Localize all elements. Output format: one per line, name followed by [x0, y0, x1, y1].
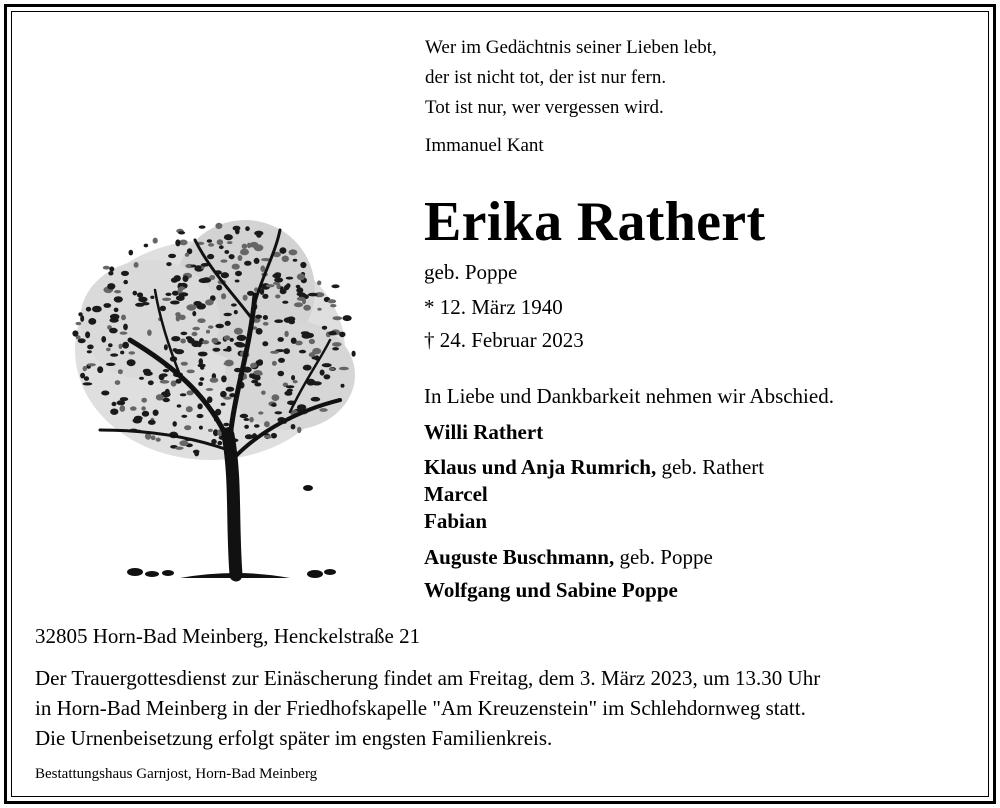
leaf: [300, 262, 306, 268]
mourner-wolfgang-sabine: Wolfgang und Sabine Poppe: [424, 578, 678, 602]
leaf: [181, 332, 188, 336]
leaf: [168, 254, 176, 258]
leaf: [165, 293, 171, 296]
tree-ground: [180, 573, 290, 578]
leaf: [244, 425, 249, 429]
leaf: [103, 303, 111, 308]
leaf: [198, 364, 206, 368]
leaf: [172, 291, 179, 296]
leaf: [72, 330, 78, 336]
leaf: [272, 394, 280, 401]
leaf: [256, 328, 263, 335]
leaf: [141, 406, 146, 410]
leaf: [143, 369, 151, 374]
leaf: [134, 262, 139, 268]
leaf: [301, 331, 310, 335]
leaf: [156, 438, 161, 442]
mourner-name: Auguste Buschmann,: [424, 545, 615, 569]
leaf: [302, 298, 306, 304]
leaf: [254, 231, 263, 236]
leaf: [114, 308, 119, 313]
quote-line-1: Wer im Gedächtnis seiner Lieben lebt,: [425, 37, 717, 58]
leaf: [216, 285, 222, 291]
leaf: [110, 314, 120, 320]
leaf: [263, 322, 269, 326]
leaf: [177, 404, 182, 407]
service-line-3: Die Urnenbeisetzung erfolgt später im engsten Familienkreis.: [35, 726, 553, 750]
leaf: [185, 253, 189, 257]
leaf: [264, 421, 270, 427]
leaf: [135, 303, 144, 307]
leaf: [227, 241, 233, 244]
deceased-name: Erika Rathert: [424, 191, 766, 253]
leaf: [244, 418, 250, 421]
leaf: [101, 391, 109, 396]
leaf: [254, 244, 264, 251]
leaf: [245, 434, 253, 439]
leaf: [226, 387, 235, 392]
leaf: [163, 398, 170, 402]
family-address: 32805 Horn-Bad Meinberg, Henckelstraße 21: [35, 624, 421, 648]
leaf: [271, 433, 277, 439]
leaf: [179, 315, 186, 320]
leaf: [180, 339, 186, 344]
leaf: [197, 403, 202, 409]
leaf: [317, 308, 321, 311]
mourner-fabian: Fabian: [424, 509, 488, 533]
leaf: [210, 378, 219, 383]
leaf: [236, 343, 246, 348]
leaf: [275, 294, 280, 298]
leaf: [186, 304, 196, 310]
tree-icon: [60, 200, 370, 590]
leaf: [206, 330, 210, 334]
leaf: [217, 239, 223, 245]
leaf: [312, 381, 322, 385]
leaf: [153, 238, 158, 244]
leaf: [220, 391, 227, 398]
leaf: [328, 331, 336, 335]
leaf: [160, 373, 168, 377]
leaf: [170, 301, 180, 305]
leaf: [260, 265, 265, 272]
leaf: [234, 310, 238, 314]
farewell-text: In Liebe und Dankbarkeit nehmen wir Abschied.: [424, 384, 834, 408]
leaf: [352, 351, 356, 357]
leaf: [247, 243, 251, 249]
death-date: † 24. Februar 2023: [424, 328, 584, 352]
leaf: [322, 363, 332, 367]
leaf: [294, 302, 303, 307]
leaf: [148, 380, 154, 385]
leaf: [160, 380, 170, 384]
leaf: [303, 365, 312, 371]
leaf: [220, 259, 227, 262]
leaf: [235, 228, 240, 234]
leaf: [120, 405, 126, 412]
leaf: [254, 258, 260, 264]
leaf: [110, 409, 118, 415]
leaf: [175, 239, 180, 246]
leaf: [205, 299, 214, 305]
leaf: [263, 315, 268, 320]
leaf: [181, 362, 188, 366]
service-line-1: Der Trauergottesdienst zur Einäscherung findet am Freitag, dem 3. März 2023, um 13.30 Uhr: [35, 666, 821, 690]
leaf: [240, 249, 249, 256]
leaf: [217, 441, 222, 445]
leaf: [238, 255, 243, 261]
mourner-willi: Willi Rathert: [424, 420, 544, 444]
leaf: [195, 265, 201, 269]
mourner-klaus-anja: [424, 455, 764, 480]
leaf: [106, 363, 116, 366]
leaf: [115, 380, 121, 385]
leaf: [224, 313, 232, 316]
leaf: [254, 424, 260, 427]
leaf: [275, 411, 283, 414]
leaf: [199, 225, 206, 228]
leaf: [108, 343, 113, 347]
leaf: [271, 403, 277, 407]
leaf: [319, 408, 327, 412]
leaf: [249, 417, 254, 423]
birth-date: * 12. März 1940: [424, 295, 563, 319]
leaf: [197, 342, 201, 347]
leaf: [114, 290, 121, 293]
leaf: [329, 368, 335, 371]
leaf: [206, 388, 214, 391]
leaf: [110, 353, 118, 356]
leaf: [86, 307, 91, 312]
leaf: [293, 259, 298, 262]
leaf: [221, 272, 229, 278]
service-line-2: in Horn-Bad Meinberg in der Friedhofskapelle "Am Kreuzenstein" im Schlehdornweg statt.: [35, 696, 806, 720]
leaf: [179, 440, 188, 446]
leaf: [199, 278, 209, 283]
leaf: [148, 420, 156, 425]
leaf: [101, 336, 106, 343]
leaf: [212, 338, 219, 344]
leaf: [103, 266, 110, 270]
leaf: [332, 342, 342, 347]
leaf: [297, 274, 305, 281]
leaf: [244, 261, 251, 266]
leaf: [196, 303, 206, 309]
leaf: [264, 435, 272, 439]
leaf: [245, 226, 250, 231]
leaf: [133, 418, 142, 424]
leaf: [278, 337, 284, 342]
leaf: [274, 272, 281, 276]
leaf: [87, 363, 96, 366]
leaf: [141, 398, 147, 403]
leaf: [322, 326, 327, 330]
leaf: [142, 411, 149, 417]
leaf: [286, 385, 295, 388]
leaf: [208, 243, 214, 247]
leaf: [286, 277, 293, 280]
leaf: [120, 351, 124, 355]
leaf: [106, 348, 111, 351]
leaf: [255, 315, 262, 319]
leaf: [173, 421, 177, 427]
leaf: [192, 332, 198, 336]
leaf: [215, 324, 224, 329]
leaf: [330, 304, 336, 307]
leaf: [230, 338, 234, 342]
leaf: [186, 406, 193, 412]
mourner-maiden: geb. Rathert: [656, 455, 765, 479]
leaf: [272, 361, 277, 366]
leaf: [266, 284, 275, 287]
leaf: [273, 282, 279, 285]
leaf: [297, 292, 306, 296]
leaf: [123, 280, 128, 284]
leaf: [129, 351, 136, 354]
leaf: [234, 328, 243, 335]
leaf: [282, 256, 289, 263]
leaf: [207, 239, 212, 243]
leaf: [262, 341, 268, 346]
leaf: [339, 332, 345, 338]
leaf: [339, 367, 349, 371]
leaf: [183, 275, 189, 282]
leaf: [200, 377, 205, 381]
leaf: [114, 296, 123, 302]
leaf: [262, 294, 268, 299]
leaf: [208, 325, 213, 328]
leaf: [130, 406, 137, 410]
leaf: [221, 375, 227, 382]
leaf: [331, 284, 339, 288]
leaf: [224, 362, 233, 366]
leaf: [258, 411, 263, 414]
leaf: [118, 369, 123, 374]
leaf: [261, 391, 266, 395]
quote-author: Immanuel Kant: [425, 135, 544, 156]
leaf: [120, 332, 128, 335]
leaf: [286, 283, 290, 288]
leaf: [284, 331, 288, 337]
leaf: [156, 394, 164, 400]
birth-name: geb. Poppe: [424, 260, 518, 284]
leaf: [232, 264, 240, 270]
leaf: [299, 350, 306, 354]
leaf: [274, 319, 283, 323]
leaf: [121, 271, 129, 276]
leaf: [181, 415, 187, 418]
leaf: [87, 345, 94, 350]
leaf: [225, 321, 231, 326]
leaf: [112, 402, 117, 406]
leaf: [317, 281, 321, 286]
leaf: [240, 414, 249, 418]
leaf: [129, 250, 134, 256]
leaf: [160, 306, 166, 312]
leaf: [224, 335, 231, 340]
leaf: [308, 293, 318, 297]
leaf: [139, 377, 144, 380]
leaf: [78, 312, 82, 316]
funeral-home: Bestattungshaus Garnjost, Horn-Bad Meinberg: [35, 766, 318, 782]
leaf: [153, 410, 159, 416]
leaf: [221, 403, 226, 406]
leaf: [202, 340, 209, 344]
leaf: [173, 348, 178, 352]
leaf: [343, 315, 352, 321]
leaf: [197, 414, 204, 418]
leaf: [175, 447, 184, 450]
leaf: [303, 305, 311, 311]
leaf: [197, 318, 205, 323]
leaf: [87, 350, 92, 353]
leaf: [223, 423, 229, 427]
leaf: [83, 366, 87, 371]
leaf: [309, 339, 315, 344]
leaf: [250, 363, 257, 368]
leaf: [243, 295, 248, 301]
quote-line-2: der ist nicht tot, der ist nur fern.: [425, 67, 667, 88]
leaf: [162, 298, 171, 301]
leaf: [224, 234, 233, 240]
leaf: [107, 283, 115, 289]
leaf: [274, 277, 283, 282]
leaf: [83, 382, 93, 385]
leaf: [235, 271, 242, 276]
leaf: [289, 249, 298, 255]
leaf: [224, 250, 229, 254]
leaf: [242, 244, 248, 249]
leaf: [199, 426, 203, 430]
leaf: [187, 370, 195, 374]
leaf: [221, 293, 226, 299]
leaf: [229, 254, 235, 259]
leaf: [97, 366, 103, 373]
leaf: [85, 331, 90, 338]
leaf: [333, 316, 343, 320]
leaf: [297, 427, 301, 433]
leaf: [249, 373, 254, 378]
leaf: [291, 424, 296, 429]
leaf: [291, 375, 295, 380]
leaf: [207, 254, 214, 259]
leaf: [108, 271, 113, 275]
leaf: [237, 335, 247, 341]
leaf: [253, 370, 262, 375]
leaf: [133, 291, 138, 296]
leaf: [178, 288, 183, 294]
leaf: [164, 344, 168, 350]
leaf: [174, 275, 181, 281]
leaf: [293, 380, 298, 383]
leaf: [278, 358, 285, 363]
leaf: [282, 301, 288, 304]
leaf: [166, 262, 171, 266]
leaf: [151, 435, 156, 440]
leaf: [223, 397, 231, 400]
leaf: [117, 400, 126, 405]
leaf: [178, 231, 185, 234]
leaf: [122, 342, 129, 349]
leaf: [109, 328, 118, 334]
quote-line-3: Tot ist nur, wer vergessen wird.: [425, 97, 664, 118]
leaf: [270, 351, 279, 354]
leaf: [123, 324, 128, 331]
leaf: [328, 299, 337, 303]
leaf: [119, 344, 123, 349]
leaf: [192, 311, 196, 316]
leaf: [209, 275, 215, 280]
leaf: [219, 245, 224, 249]
leaf: [88, 318, 96, 325]
leaf: [284, 391, 292, 396]
leaf: [291, 338, 297, 344]
leaf: [163, 369, 169, 372]
leaf: [278, 371, 285, 377]
leaf: [144, 244, 149, 248]
leaf: [109, 266, 114, 271]
leaf: [341, 384, 345, 388]
leaf: [215, 223, 222, 229]
leaf: [198, 352, 208, 357]
leaf: [231, 303, 237, 306]
leaf: [192, 327, 200, 331]
mourner-maiden: geb. Poppe: [614, 545, 713, 569]
leaf: [213, 348, 221, 352]
leaf: [76, 322, 82, 325]
leaf: [198, 382, 203, 386]
leaf: [80, 373, 85, 379]
mourner-name: Klaus und Anja Rumrich,: [424, 455, 657, 479]
leaf: [184, 425, 191, 430]
leaf: [279, 247, 286, 254]
leaf: [92, 306, 102, 313]
leaf: [171, 336, 180, 341]
leaf: [320, 370, 325, 376]
leaf: [194, 450, 199, 457]
leaf: [235, 280, 240, 283]
mourner-auguste: [424, 545, 713, 570]
leaf: [208, 429, 213, 432]
leaf: [324, 374, 331, 379]
leaf: [121, 315, 126, 321]
leaf: [287, 316, 295, 321]
leaf: [311, 397, 321, 402]
leaf: [147, 330, 152, 336]
leaf: [332, 347, 339, 350]
leaf: [283, 348, 290, 354]
leaf: [150, 296, 154, 299]
leaf: [227, 346, 232, 352]
leaf: [254, 375, 260, 380]
leaf: [180, 393, 187, 396]
mourner-marcel: Marcel: [424, 482, 488, 506]
leaf: [127, 359, 136, 366]
leaf: [138, 297, 147, 303]
